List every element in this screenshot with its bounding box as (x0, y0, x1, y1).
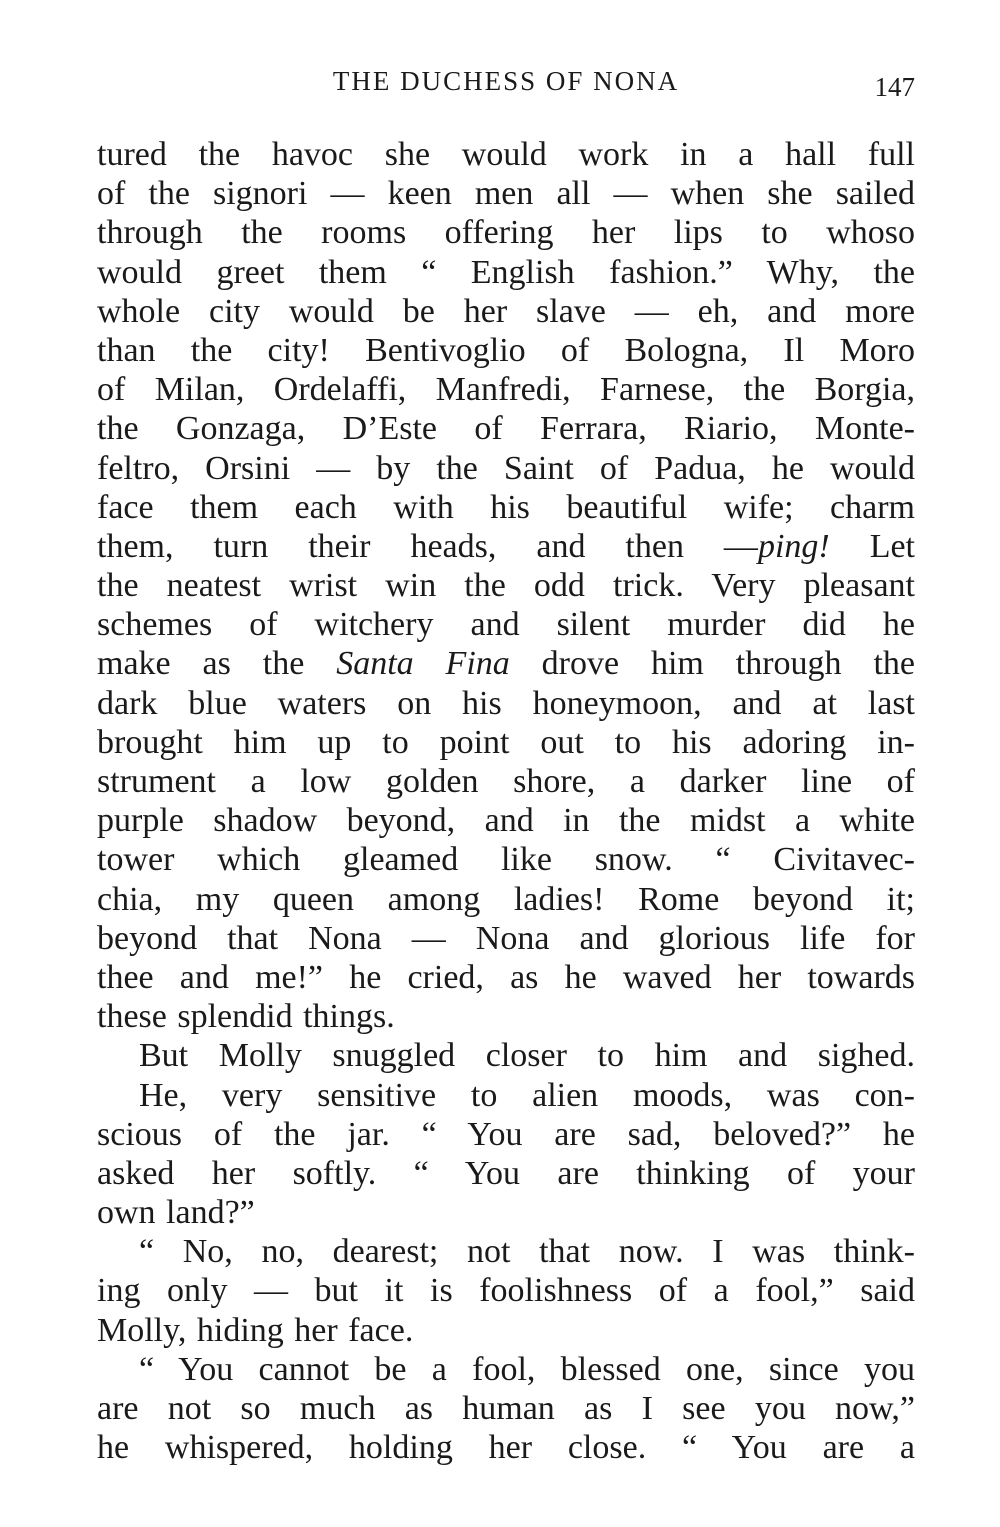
text-line: dark blue waters on his honeymoon, and at last (97, 684, 915, 722)
text-line: “ You cannot be a fool, blessed one, since you (139, 1350, 915, 1388)
page-number: 147 (874, 72, 915, 102)
text-line: “ No, no, dearest; not that now. I was think- (139, 1233, 915, 1271)
text-line: than the city! Bentivoglio of Bologna, Il Moro (97, 331, 915, 369)
text-segment: drove him through the (509, 645, 915, 683)
text-line: tower which gleamed like snow. “ Civitavec- (97, 841, 915, 879)
text-line: scious of the jar. “ You are sad, beloved?” he (97, 1115, 915, 1153)
text-line: He, very sensitive to alien moods, was con- (139, 1076, 915, 1114)
text-line: are not so much as human as I see you now,” (97, 1390, 915, 1427)
text-line: beyond that Nona — Nona and glorious life for (97, 919, 915, 957)
text-line: through the rooms offering her lips to whoso (97, 214, 915, 252)
italic-text: ping! (757, 527, 830, 565)
text-line: face them each with his beautiful wife; charm (97, 488, 915, 526)
text-line: strument a low golden shore, a darker line of (97, 763, 915, 800)
running-title: THE DUCHESS OF NONA (332, 66, 680, 96)
text-line: thee and me!” he cried, as he waved her towards (97, 958, 915, 996)
text-line: whole city would be her slave — eh, and more (97, 292, 915, 330)
text-line: he whispered, holding her close. “ You are a (97, 1429, 915, 1467)
italic-text: Santa Fina (336, 645, 510, 683)
text-segment: them, turn their heads, and then — (97, 527, 758, 565)
text-line (97, 644, 915, 683)
text-line: schemes of witchery and silent murder did he (97, 606, 915, 644)
text-line (97, 527, 915, 566)
text-line: the Gonzaga, D’Este of Ferrara, Riario, Monte- (97, 410, 915, 448)
text-line: feltro, Orsini — by the Saint of Padua, he would (97, 449, 915, 487)
body-text (97, 135, 915, 1467)
text-line: brought him up to point out to his adoring in- (97, 723, 915, 761)
text-line: these splendid things. (97, 998, 395, 1036)
text-line: chia, my queen among ladies! Rome beyond it; (97, 880, 915, 918)
text-line: asked her softly. “ You are thinking of your (97, 1154, 915, 1192)
page-header (97, 62, 915, 102)
text-segment: make as the (97, 645, 337, 683)
text-line: purple shadow beyond, and in the midst a white (97, 802, 915, 840)
text-line: of the signori — keen men all — when she sailed (97, 175, 915, 213)
text-line: But Molly snuggled closer to him and sighed. (139, 1037, 915, 1075)
text-line: own land?” (97, 1194, 255, 1232)
text-segment: Let (829, 527, 915, 565)
text-line: Molly, hiding her face. (97, 1311, 414, 1349)
text-line: the neatest wrist win the odd trick. Very pleasant (97, 567, 915, 605)
text-line: of Milan, Ordelaffi, Manfredi, Farnese, the Borgia, (97, 371, 915, 409)
text-line: would greet them “ English fashion.” Why, the (97, 253, 915, 291)
text-line: tured the havoc she would work in a hall full (97, 136, 915, 173)
text-line: ing only — but it is foolishness of a fool,” said (97, 1272, 915, 1310)
